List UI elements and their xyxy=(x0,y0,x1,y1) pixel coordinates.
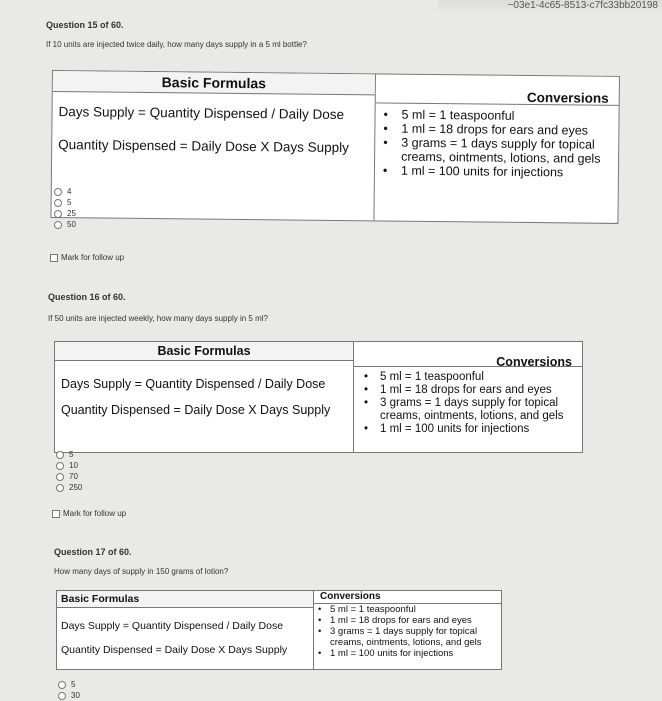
conversion-item: • 1 ml = 100 units for injections xyxy=(318,648,454,659)
radio-button[interactable] xyxy=(58,692,66,700)
question-text: If 50 units are injected weekly, how many days supply in 5 ml? xyxy=(48,314,268,323)
formula-table xyxy=(50,70,620,224)
radio-button[interactable] xyxy=(54,210,62,218)
radio-button[interactable] xyxy=(56,484,64,492)
choice-option[interactable]: 30 xyxy=(58,690,80,701)
choice-option[interactable]: 4 xyxy=(54,186,76,197)
mark-for-follow-up[interactable]: Mark for follow up xyxy=(52,509,126,518)
choice-option[interactable]: 70 xyxy=(56,471,82,482)
radio-button[interactable] xyxy=(56,451,64,459)
basic-formulas-header: Basic Formulas xyxy=(53,71,375,95)
question-text: How many days of supply in 150 grams of lotion? xyxy=(54,567,229,576)
checkbox[interactable] xyxy=(50,254,58,262)
url-fragment: ~03e1-4c65-8513-c7fc33bb20198 xyxy=(438,0,662,14)
conversion-item: • 1 ml = 18 drops for ears and eyes xyxy=(318,615,472,626)
choice-option[interactable]: 5 xyxy=(56,449,82,460)
mark-for-follow-up[interactable]: Mark for follow up xyxy=(50,253,124,262)
quantity-dispensed-formula: Quantity Dispensed = Daily Dose X Days Supply xyxy=(61,644,288,656)
question-title: Question 15 of 60. xyxy=(46,20,124,30)
conversions-header: Conversions xyxy=(354,348,582,367)
answer-choices xyxy=(54,186,76,230)
basic-formulas-header: Basic Formulas xyxy=(57,591,313,608)
conversion-item: • 1 ml = 18 drops for ears and eyes xyxy=(383,121,589,138)
days-supply-formula: Days Supply = Quantity Dispensed / Daily Dose xyxy=(58,104,345,123)
choice-option[interactable]: 250 xyxy=(56,482,82,493)
conversion-item: • 3 grams = 1 days supply for topical creams, ointments, lotions, and gels xyxy=(364,397,564,422)
quantity-dispensed-formula: Quantity Dispensed = Daily Dose X Days Supply xyxy=(58,137,350,156)
radio-button[interactable] xyxy=(54,221,62,229)
days-supply-formula: Days Supply = Quantity Dispensed / Daily Dose xyxy=(61,620,284,632)
conversions-header: Conversions xyxy=(376,82,619,106)
basic-formulas-header: Basic Formulas xyxy=(55,342,353,361)
radio-button[interactable] xyxy=(54,188,62,196)
conversion-item: • 1 ml = 100 units for injections xyxy=(364,423,530,435)
question-title: Question 17 of 60. xyxy=(54,547,132,557)
radio-button[interactable] xyxy=(54,199,62,207)
choice-option[interactable]: 5 xyxy=(54,197,76,208)
choice-option[interactable]: 25 xyxy=(54,208,76,219)
choice-option[interactable]: 5 xyxy=(58,679,80,690)
conversion-item: • 1 ml = 100 units for injections xyxy=(382,163,564,180)
days-supply-formula: Days Supply = Quantity Dispensed / Daily Dose xyxy=(61,377,326,391)
choice-option[interactable]: 50 xyxy=(54,219,76,230)
choice-option[interactable]: 10 xyxy=(56,460,82,471)
radio-button[interactable] xyxy=(56,462,64,470)
radio-button[interactable] xyxy=(58,681,66,689)
answer-choices xyxy=(58,679,80,701)
conversion-item: • 3 grams = 1 days supply for topical creams, ointments, lotions, and gels xyxy=(318,626,482,648)
quantity-dispensed-formula: Quantity Dispensed = Daily Dose X Days Supply xyxy=(61,403,331,417)
checkbox[interactable] xyxy=(52,510,60,518)
formula-table xyxy=(56,590,502,670)
answer-choices xyxy=(56,449,82,493)
question-text: If 10 units are injected twice daily, how many days supply in a 5 ml bottle? xyxy=(46,40,307,49)
conversion-item: • 1 ml = 18 drops for ears and eyes xyxy=(364,384,552,396)
question-title: Question 16 of 60. xyxy=(48,292,126,302)
conversion-item: • 3 grams = 1 days supply for topical creams, ointments, lotions, and gels xyxy=(383,135,601,166)
conversions-header: Conversions xyxy=(314,591,501,604)
conversion-item: • 5 ml = 1 teaspoonful xyxy=(383,107,515,123)
conversion-item: • 5 ml = 1 teaspoonful xyxy=(318,604,416,615)
formula-table xyxy=(54,341,583,453)
conversion-item: • 5 ml = 1 teaspoonful xyxy=(364,371,484,383)
radio-button[interactable] xyxy=(56,473,64,481)
